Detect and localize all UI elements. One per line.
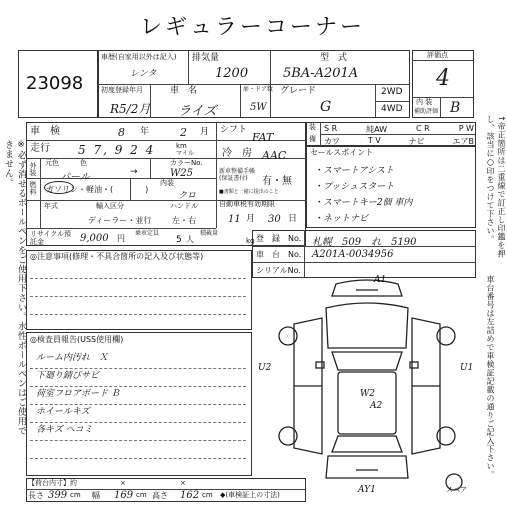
fuel-circle — [44, 181, 74, 194]
chassis-value: A201A-0034956 — [312, 249, 394, 260]
shift-label: シフト — [220, 125, 248, 135]
height-unit: cm — [202, 491, 213, 499]
length-label: 長さ — [28, 491, 44, 500]
aircon-label: 冷 房 — [222, 148, 252, 159]
inspector-list — [36, 350, 250, 440]
interior-label-1: 内 装 — [416, 98, 433, 106]
height-label: 高さ — [152, 491, 168, 500]
equipment-row1-3: P W — [458, 124, 474, 133]
side-note-left: ※必ず消せるボールペンをご使用下さい。水性ボールペンはご使用できません。 — [3, 140, 26, 436]
fuel-options: ガソリン・軽油・( ) — [46, 185, 149, 194]
rating-label: 評価点 — [427, 51, 448, 59]
side-note-right-top: ↑帝正箇所は二重線で訂正し印鑑を押し、該当に○印をつけて下さい。 — [486, 115, 506, 259]
selling-point-2: ・スマートキー2個 車内 — [314, 198, 413, 208]
recycle-unit: 円 — [117, 234, 125, 243]
selling-point-0: ・スマートアシスト — [314, 166, 394, 176]
selling-point-1: ・プッシュスタート — [314, 182, 395, 192]
aircon-value: AAC — [262, 149, 287, 162]
color-value: パール — [60, 172, 90, 183]
manual-label: 新車整備手帳(保証書付) — [219, 168, 256, 183]
selling-points-label: セールスポイント — [310, 148, 374, 157]
manual-value: 有・無 — [262, 176, 292, 187]
tax-month: 11 — [228, 214, 241, 225]
equipment-row2-3: エアB — [452, 137, 474, 146]
inspector-line-2: 荷室フロアボード Ｂ — [36, 389, 120, 399]
car-diagram — [256, 275, 478, 495]
fuel-label: 燃料 — [29, 181, 37, 195]
color-arrow: → — [130, 167, 138, 177]
tax-day-unit: 日 — [288, 214, 298, 224]
shaken-year: 8 — [118, 126, 125, 139]
lot-number: 23098 — [26, 73, 84, 94]
grade-value: G — [320, 99, 332, 115]
model-year-label: 車歴(自家用以外は記入) — [101, 53, 177, 61]
equipment-row2-0: カワ — [324, 137, 340, 146]
width-label: 幅 — [92, 491, 100, 500]
handle-label: ハンドル — [170, 202, 198, 210]
import-value: ディーラー・並行 — [88, 216, 152, 225]
inner-label: 内装 — [160, 179, 174, 187]
height-value: 162 — [180, 490, 200, 501]
inspector-line-0: ルーム内汚れ Ｘ — [36, 353, 109, 363]
odometer-label: 走行 — [30, 143, 50, 154]
mile-unit: マイル — [176, 150, 194, 157]
mark-w2: W2 — [360, 389, 375, 399]
drive-2wd: 2WD — [381, 87, 403, 97]
tax-day: 30 — [268, 214, 281, 225]
odometer-value: 5 7, 9 2 4 — [78, 143, 156, 157]
inner-value: クロ — [178, 191, 197, 201]
doors-label: 扉・ドア数 — [243, 86, 273, 93]
mark-ay1: AY1 — [358, 485, 376, 495]
equipment-row2-1: T V — [367, 136, 381, 145]
displacement-label: 排気量 — [192, 53, 220, 63]
inspector-title: ◎検査員報告(USS使用欄) — [30, 335, 124, 344]
cargo-label: 【荷台内寸】約 — [28, 479, 77, 487]
model-year-value: レンタ — [130, 69, 157, 79]
recycle-label: リサイクル預託金 — [30, 230, 72, 246]
km-unit: km — [176, 142, 187, 150]
cargo-x2: × — [180, 479, 186, 487]
width-unit: cm — [136, 491, 147, 499]
color-label: 色 — [80, 159, 87, 167]
equipment-row-1 — [324, 124, 474, 135]
mark-a1: A1 — [374, 275, 387, 285]
length-value: 399 — [48, 490, 68, 501]
name-value: ライズ — [178, 104, 217, 119]
first-reg-value: R5/2月 — [110, 102, 151, 116]
interior-value: B — [450, 100, 461, 116]
drive-4wd: 4WD — [381, 104, 403, 114]
equipment-row1-0: S R — [324, 124, 338, 133]
side-note-right-bottom: 車台番号は左詰めで車検証記載の通りご記入下さい。 — [486, 275, 495, 479]
cargo-x1: × — [120, 479, 126, 487]
shaken-label: 車 検 — [30, 126, 60, 137]
inspector-line-3: ホイールキズ — [36, 407, 90, 417]
spare-label: スペア — [446, 486, 467, 494]
equipment-side-2: 備 — [309, 135, 316, 143]
reg-label: 登 録 No. — [256, 234, 302, 243]
load-unit: kg — [246, 237, 255, 245]
displacement-value: 1200 — [215, 66, 249, 81]
first-reg-label: 初度登録年月 — [101, 86, 143, 94]
length-unit: cm — [70, 491, 81, 499]
shaken-year-unit: 年 — [140, 127, 150, 137]
equipment-side-1: 装 — [309, 123, 316, 131]
selling-points-list — [314, 163, 474, 227]
selling-point-3: ・ネットナビ — [314, 214, 369, 224]
notes-box — [26, 250, 252, 330]
original-label: 元色 — [45, 159, 59, 167]
shift-value: FAT — [252, 131, 274, 144]
page-title: レギュラーコーナー — [140, 15, 366, 40]
reg-value: 札幌 509 れ 5190 — [312, 237, 417, 248]
footer-note: ◆(車検証上の寸法) — [220, 491, 280, 499]
capacity-unit: 人 — [186, 235, 194, 244]
equipment-row1-2: C R — [416, 124, 430, 133]
capacity-label: 乗車定員 — [135, 230, 160, 237]
rating-value: 4 — [436, 66, 450, 91]
shaken-month: 2 — [180, 126, 187, 139]
notes-title: ◎注意事項(修理・不具合箇所の記入及び状態等) — [30, 252, 204, 261]
equipment-row1-1: 純AW — [366, 125, 388, 134]
doors-value: 5W — [250, 102, 267, 113]
tax-label: 自動車税有効期限 — [219, 200, 275, 208]
load-label: 積載量 — [200, 230, 219, 237]
recycle-value: 9,000 — [80, 233, 109, 244]
shaken-month-unit: 月 — [200, 127, 210, 137]
import-year-label: 年式 — [44, 202, 58, 210]
interior-label-2: 補助評価 — [414, 108, 439, 115]
width-value: 169 — [114, 490, 134, 501]
import-label: 輸入区分 — [96, 202, 124, 210]
type-value: 5BA-A201A — [283, 66, 359, 81]
chassis-label: 車 台 No. — [256, 250, 302, 259]
tax-month-unit: 月 — [246, 214, 256, 224]
inspector-line-1: 下廻り錆びサビ — [36, 371, 100, 381]
mark-u2: U2 — [258, 363, 272, 373]
color-no-value: W25 — [170, 168, 194, 179]
type-label: 型 式 — [320, 53, 348, 63]
outer-label: 外装 — [29, 162, 37, 176]
equipment-row2-2: ナビ — [408, 137, 425, 146]
capacity-value: 5 — [176, 235, 182, 245]
inspector-line-4: 各キズ ヘコミ — [36, 425, 93, 435]
manual-note: ■書類と一緒に提出のこと — [219, 189, 279, 195]
color-no-label: カラーNo. — [170, 159, 203, 167]
handle-value: 左・右 — [172, 216, 196, 225]
serial-label: シリアルNo. — [256, 266, 301, 275]
mark-a2: A2 — [370, 401, 383, 411]
name-label: 車 名 — [170, 86, 198, 96]
grade-label: グレード — [280, 86, 317, 96]
mark-u1: U1 — [460, 363, 474, 373]
